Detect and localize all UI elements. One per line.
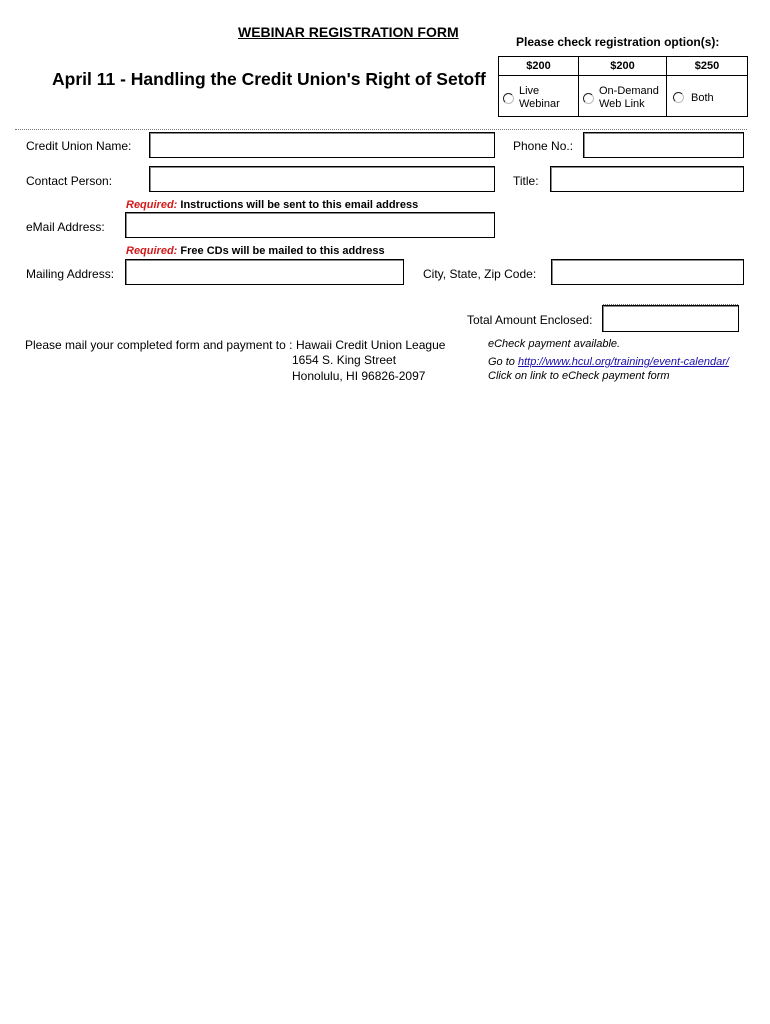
on-demand-label: On-Demand Web Link [599, 85, 659, 110]
contact-person-field[interactable] [149, 166, 495, 192]
option-live-webinar [499, 76, 579, 117]
option-on-demand [579, 76, 667, 117]
title-label: Title: [513, 174, 539, 188]
price-live-webinar: $200 [499, 57, 579, 75]
live-webinar-radio[interactable] [503, 93, 514, 104]
live-webinar-label: Live Webinar [519, 85, 560, 110]
price-both: $250 [694, 60, 720, 72]
address-street: 1654 S. King Street [292, 353, 397, 367]
goto-prefix: Go to [488, 356, 515, 368]
mail-required-note [126, 245, 385, 257]
address-city: Honolulu, HI 96826-2097 [292, 369, 426, 383]
credit-union-name-field[interactable] [149, 132, 495, 158]
phone-label: Phone No.: [513, 139, 574, 153]
city-state-zip-field[interactable] [551, 259, 744, 285]
mailing-address-field[interactable] [125, 259, 404, 285]
contact-person-label: Contact Person: [26, 174, 113, 188]
both-label: Both [691, 92, 714, 104]
required-word: Required: [126, 245, 178, 257]
required-word: Required: [126, 199, 178, 211]
echeck-note: eCheck payment available. [488, 338, 621, 350]
mail-note-text: Free CDs will be mailed to this address [180, 245, 385, 257]
form-title: WEBINAR REGISTRATION FORM [238, 24, 459, 40]
registration-options-table [498, 56, 748, 117]
webinar-title: April 11 - Handling the Credit Union's Right of Setoff [52, 69, 486, 89]
options-price-row [499, 57, 747, 76]
echeck-goto-line [488, 356, 729, 368]
email-label: eMail Address: [26, 220, 105, 234]
address-organization: Hawaii Credit Union League [296, 338, 446, 352]
options-choice-row [499, 76, 747, 117]
phone-field[interactable] [583, 132, 744, 158]
section-divider [15, 129, 747, 130]
credit-union-name-label: Credit Union Name: [26, 139, 132, 153]
email-note-text: Instructions will be sent to this email address [180, 199, 419, 211]
mail-instruction: Please mail your completed form and payment to : [25, 338, 293, 352]
email-field[interactable] [125, 212, 495, 238]
echeck-link[interactable]: http://www.hcul.org/training/event-calendar/ [517, 356, 729, 368]
options-heading: Please check registration option(s): [516, 35, 720, 49]
email-required-note [126, 199, 418, 211]
option-both [667, 76, 747, 117]
total-amount-field[interactable] [602, 305, 739, 332]
mailing-address-label: Mailing Address: [26, 267, 115, 281]
on-demand-radio[interactable] [583, 93, 594, 104]
echeck-click-note: Click on link to eCheck payment form [488, 370, 670, 382]
both-radio[interactable] [673, 92, 684, 103]
title-field[interactable] [550, 166, 744, 192]
price-on-demand: $200 [579, 57, 667, 75]
city-state-zip-label: City, State, Zip Code: [423, 267, 537, 281]
total-amount-label: Total Amount Enclosed: [467, 313, 593, 327]
